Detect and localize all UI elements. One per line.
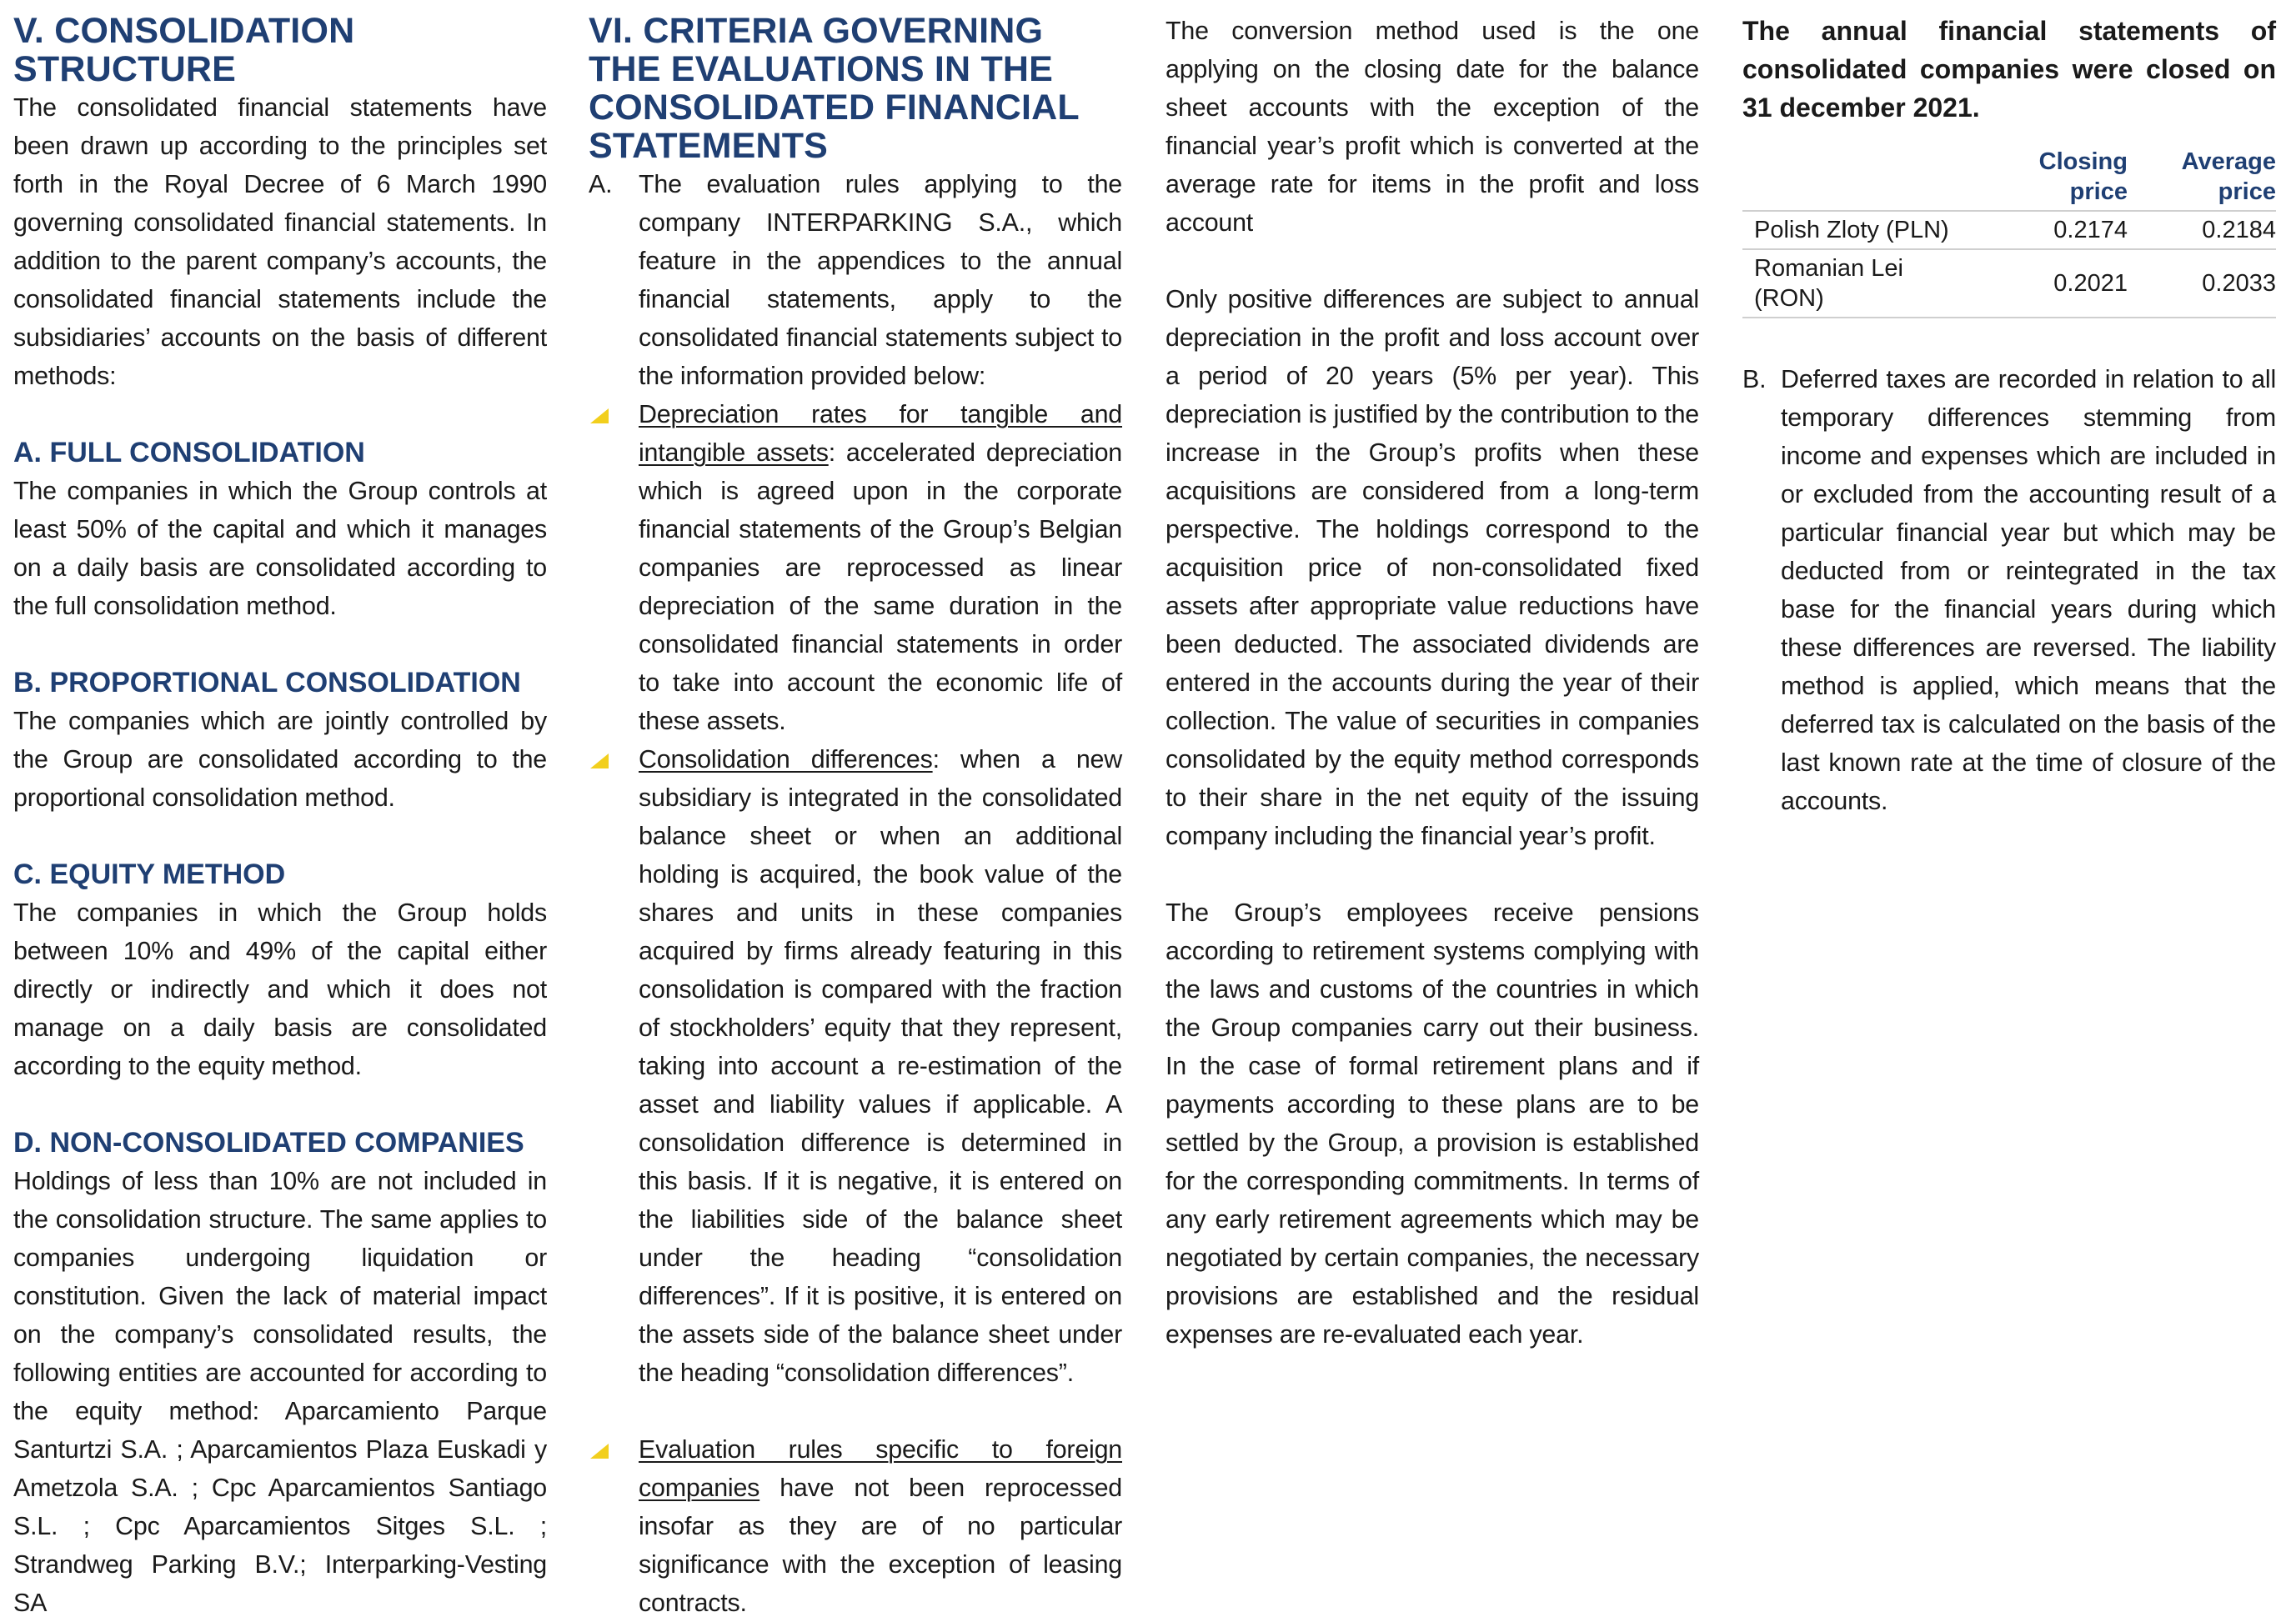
closing-price-value: 0.2021	[1978, 249, 2151, 318]
consolidation-intro-paragraph: The consolidated financial statements have been drawn up according to the principles set forth in the Royal Decree of 6 March 1990 governing consolidated financial statements. In addition to the parent company’s accounts, the consolidated financial statements include the subsidiaries’ accounts on the basis of different methods:	[13, 93, 547, 390]
average-price-value: 0.2033	[2151, 249, 2276, 318]
exchange-rates-table	[1742, 143, 2276, 318]
column-consolidation-structure	[13, 12, 547, 1622]
bullet-foreign-companies	[589, 1430, 1122, 1622]
currency-name: Polish Zloty (PLN)	[1742, 211, 1978, 249]
closing-date-statement: The annual financial statements of consolidated companies were closed on 31 december 2021.	[1742, 16, 2276, 123]
conversion-method-paragraph: The conversion method used is the one applying on the closing date for the balance sheet accounts with the exception of the financial year’s profit which is converted at the average rate for items in the profit and loss account	[1166, 17, 1699, 237]
average-price-value: 0.2184	[2151, 211, 2276, 249]
subheading-equity-method: C. EQUITY METHOD	[13, 859, 286, 890]
bullet-depreciation-text: : accelerated depreciation which is agreed upon in the corporate financial statements of the Group’s Belgian companies are reprocessed as linear depreciation of the same duration in the consolidated financial statements in order to take into account the economic life of these assets.	[639, 438, 1122, 735]
triangle-bullet-icon	[590, 408, 609, 423]
non-consolidated-paragraph: Holdings of less than 10% are not included in the consolidation structure. The same applies to companies undergoing liquidation or constitution. Given the lack of material impact on the company’s consolidated results, the following entities are accounted for according to the equity method: Aparcamiento Parque Santurtzi S.A. ; Aparcamientos Plaza Euskadi y Ametzola S.A. ; Cpc Aparcamientos Santiago S.L. ; Cpc Aparcamientos Sitges S.L. ; Strandweg Parking B.V.; Interparking-Vesting SA	[13, 1167, 547, 1617]
column-conversion-and-pensions	[1166, 12, 1699, 1354]
section-heading-consolidation-structure: V. CONSOLIDATION STRUCTURE	[13, 11, 355, 89]
subheading-non-consolidated-companies: D. NON-CONSOLIDATED COMPANIES	[13, 1127, 524, 1159]
bullet-foreign-text: have not been reprocessed insofar as they are of no particular significance with the exception of leasing contracts.	[639, 1474, 1122, 1617]
equity-method-paragraph: The companies in which the Group holds between 10% and 49% of the capital either directly or indirectly and which it does not manage on a daily basis are consolidated according to the equity method.	[13, 899, 547, 1080]
table-header-closing-price: Closing price	[2038, 148, 2128, 205]
currency-name: Romanian Lei (RON)	[1742, 249, 1978, 318]
item-b	[1742, 360, 2276, 820]
bullet-foreign-label: Evaluation rules specific to foreign companies	[639, 1435, 1122, 1502]
subheading-full-consolidation: A. FULL CONSOLIDATION	[13, 437, 365, 468]
bullet-consolidation-differences	[589, 740, 1122, 1392]
full-consolidation-paragraph: The companies in which the Group controls at least 50% of the capital and which it manages on a daily basis are consolidated according to the full consolidation method.	[13, 477, 547, 620]
table-row	[1742, 211, 2276, 249]
pensions-paragraph: The Group’s employees receive pensions according to retirement systems complying with the laws and customs of the countries in which the Group companies carry out their business. In the case of formal retirement plans and if payments according to these plans are to be settled by the Group, a provision is established for the corresponding commitments. In terms of any early retirement agreements which may be negotiated by certain companies, the necessary provisions are established and the residual expenses are re-evaluated each year.	[1166, 899, 1699, 1349]
triangle-bullet-icon	[590, 1444, 609, 1459]
item-b-marker: B.	[1742, 365, 1767, 393]
closing-price-value: 0.2174	[1978, 211, 2151, 249]
item-a-text: The evaluation rules applying to the company INTERPARKING S.A., which feature in the appendices to the annual financial statements, apply to the consolidated financial statements subject to the information provided below:	[639, 170, 1122, 390]
subheading-proportional-consolidation: B. PROPORTIONAL CONSOLIDATION	[13, 667, 521, 698]
table-header-average-price: Average price	[2181, 148, 2276, 205]
depreciation-differences-paragraph: Only positive differences are subject to annual depreciation in the profit and loss account over a period of 20 years (5% per year). This depreciation is justified by the contribution to the increase in the Group’s profits when these acquisitions are considered from a long-term perspective. The holdings correspond to the acquisition price of non-consolidated fixed assets after appropriate value reductions have been deducted. The associated dividends are entered in the accounts during the year of their collection. The value of securities in companies consolidated by the equity method corresponds to their share in the net equity of the issuing company including the financial year’s profit.	[1166, 285, 1699, 850]
item-b-text: Deferred taxes are recorded in relation to all temporary differences stemming from income and expenses which are included in or excluded from the accounting result of a particular financial year but which may be deducted from or reintegrated in the tax base for the financial years during which these differences are reversed. The liability method is applied, which means that the deferred tax is calculated on the basis of the last known rate at the time of closure of the accounts.	[1781, 365, 2276, 815]
table-header-blank	[1742, 143, 1978, 211]
bullet-consolidation-label: Consolidation differences	[639, 745, 933, 773]
item-a	[589, 165, 1122, 395]
proportional-consolidation-paragraph: The companies which are jointly controlled by the Group are consolidated according to the proportional consolidation method.	[13, 707, 547, 812]
column-rates-and-deferred-taxes	[1742, 12, 2276, 820]
section-heading-evaluation-criteria: VI. CRITERIA GOVERNING THE EVALUATIONS IN THE CONSOLIDATED FINANCIAL STATEMENTS	[589, 11, 1080, 166]
bullet-depreciation-label: Depreciation rates for tangible and intangible assets	[639, 400, 1122, 467]
bullet-consolidation-text: : when a new subsidiary is integrated in the consolidated balance sheet or when an additional holding is acquired, the book value of the shares and units in these companies acquired by firms already featuring in this consolidation is compared with the fraction of stockholders’ equity that they represent, taking into account a re-estimation of the asset and liability values if applicable. A consolidation difference is determined in this basis. If it is negative, it is entered on the liabilities side of the balance sheet under the heading “consolidation differences”. If it is positive, it is entered on the assets side of the balance sheet under the heading “consolidation differences”.	[639, 745, 1122, 1387]
bullet-depreciation-rates	[589, 395, 1122, 740]
column-evaluation-criteria	[589, 12, 1122, 1622]
item-a-marker: A.	[589, 170, 613, 198]
triangle-bullet-icon	[590, 753, 609, 768]
table-row	[1742, 249, 2276, 318]
table-header-row	[1742, 143, 2276, 211]
